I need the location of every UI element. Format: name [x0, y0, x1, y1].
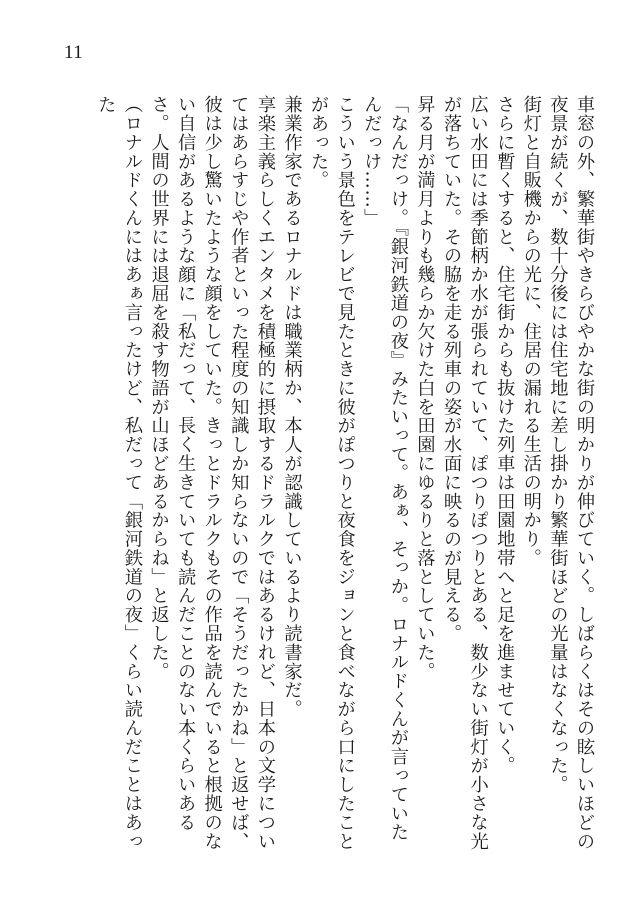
paragraph: 広い水田には季節柄か水が張られていて、ぽつりぽつりとある、数少ない街灯が小さな光が落ちていた。その脇を走る列車の姿が水面に映るのが見える。: [441, 95, 489, 851]
paragraph: 「なんだっけ。『銀河鉄道の夜』みたいって。あぁ、そっか。ロナルドくんが言っていたんだっけ……」: [361, 95, 409, 842]
paragraph: 街灯と自販機からの光に、住居の漏れる生活の明かり。: [520, 95, 542, 568]
vertical-text-body: [52, 95, 597, 855]
paragraph: さらに暫くすると、住宅街からも抜けた列車は田園地帯へと足を進ませていく。: [494, 95, 516, 776]
paragraph: こういう景色をテレビで見たときに彼がぽつりと夜食をジョンと食べながら口にしたことがあった。: [308, 95, 356, 851]
paragraph: 車窓の外、繁華街やきらびやかな街の明かりが伸びていく。しばらくはその眩しいほどの夜景が続くが、数十分後には住宅地に差し掛かり繁華街ほどの光量はなくなった。: [547, 95, 595, 851]
paragraph: 昇る月が満月よりも幾らか欠けた白を田園にゆるりと落としていた。: [414, 95, 436, 681]
paragraph: 兼業作家であるロナルドは職業柄か、本人が認識しているより読書家だ。: [281, 95, 303, 719]
paragraph: 享楽主義らしくエンタメを積極的に摂取するドラルクではあるけれど、日本の文学についてはあらすじや作者といった程度の知識しか知らないので「そうだったかね」と返せば、彼は少し驚いたような顔をしていた。きっとドラルクもその作品を読んでいると根拠のない自信があるような顔に「私だって、長く生きていても読んだことのない本くらいあるさ。人間の世界には退屈を殺す物語が山ほどあるからね」と返した。: [148, 95, 276, 851]
paragraph: （ロナルドくんにはあぁ言ったけど、私だって「銀河鉄道の夜」くらい読んだことはあった: [95, 95, 143, 851]
page-number: 11: [64, 42, 84, 63]
